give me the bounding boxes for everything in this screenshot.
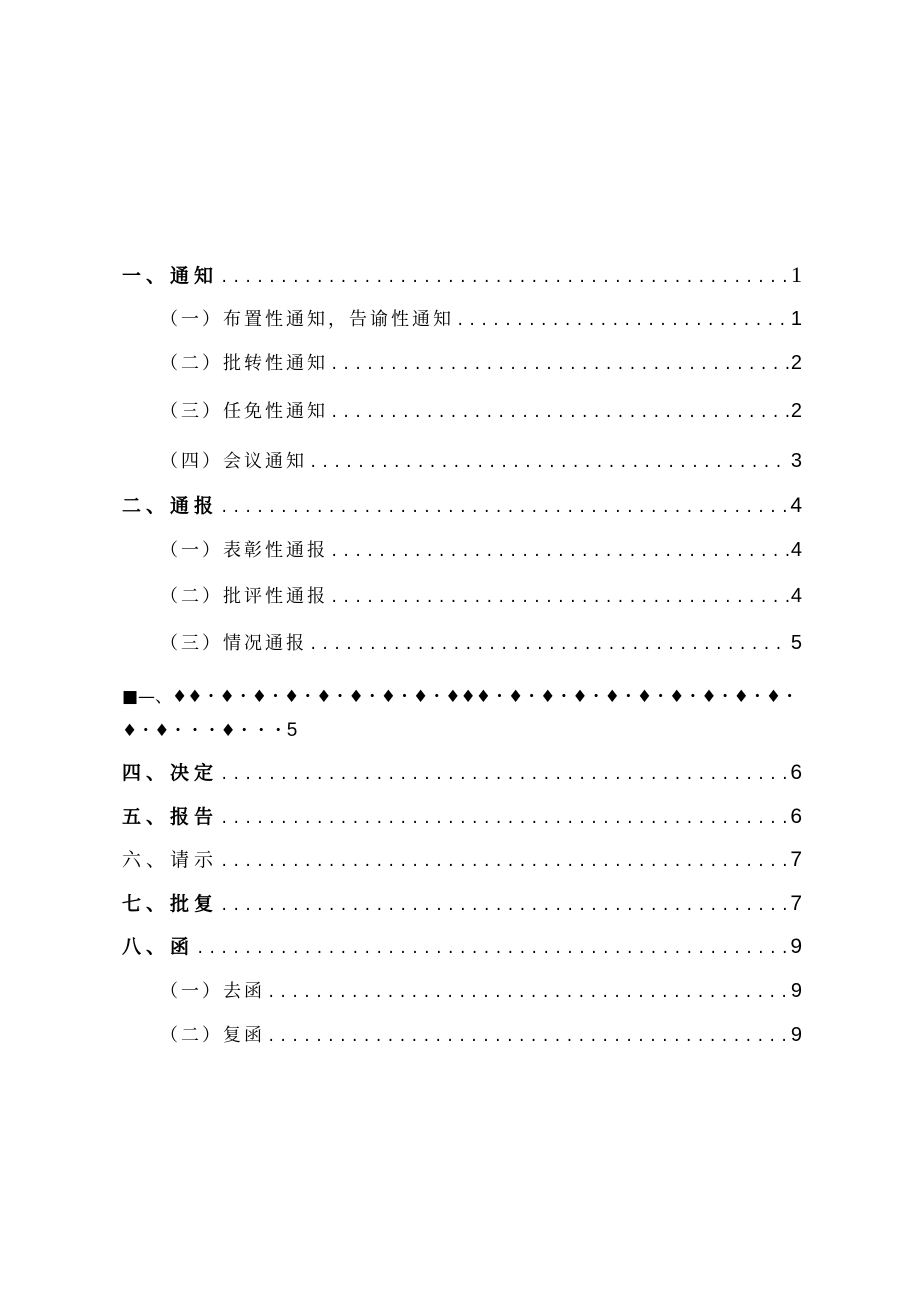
toc-entry-page: 1: [791, 262, 802, 287]
toc-entry-label: （二）批转性通知: [160, 353, 328, 374]
toc-entry-page: 7: [790, 892, 802, 915]
toc-entry-page: 9: [790, 1024, 802, 1046]
toc-entry-notice-meeting[interactable]: [160, 450, 802, 474]
dot-leader: [267, 1026, 789, 1048]
toc-entry-notice[interactable]: [122, 264, 802, 289]
dot-leader: [330, 541, 789, 563]
toc-entry-page: 6: [790, 761, 802, 784]
toc-entry-label: （一）表彰性通报: [160, 540, 328, 561]
dot-leader: [456, 310, 789, 332]
dot-leader: [220, 851, 788, 873]
toc-entry-page: 2: [790, 352, 802, 374]
dot-leader: [220, 497, 788, 519]
dot-leader: [220, 764, 788, 786]
toc-entry-bulletin-criticism[interactable]: [160, 585, 802, 609]
toc-entry-page: 7: [790, 848, 802, 871]
toc-entry-reply[interactable]: [122, 893, 802, 917]
toc-entry-page: 9: [790, 980, 802, 1002]
toc-entry-letter-reply[interactable]: [160, 1024, 802, 1048]
dot-leader: [196, 938, 788, 960]
dot-leader: [220, 895, 788, 917]
toc-entry-page: 3: [790, 450, 802, 472]
dot-leader: [330, 354, 789, 376]
toc-entry-label: （三）情况通报: [160, 633, 307, 654]
toc-entry-page: 1: [790, 308, 802, 330]
toc-entry-garbled[interactable]: [122, 680, 812, 748]
toc-entry-page: 6: [790, 805, 802, 828]
toc-entry-label: 四、决定: [122, 762, 219, 784]
table-of-contents: [122, 0, 802, 1301]
toc-entry-label: 八、函: [122, 936, 195, 958]
toc-entry-label: 六、请示: [122, 849, 219, 871]
toc-entry-label: （四）会议通知: [160, 451, 307, 472]
toc-entry-notice-forwarding[interactable]: [160, 352, 802, 376]
toc-entry-label: 五、报告: [122, 806, 219, 828]
toc-entry-letter-outgoing[interactable]: [160, 980, 802, 1004]
toc-entry-report[interactable]: [122, 806, 802, 830]
toc-entry-label: 二、通报: [122, 495, 219, 517]
toc-entry-page: 2: [790, 400, 802, 422]
toc-entry-label: （一）布置性通知，告谕性通知: [160, 309, 454, 330]
toc-entry-label: （三）任免性通知: [160, 401, 328, 422]
toc-entry-bulletin-commendation[interactable]: [160, 539, 802, 563]
toc-entry-page: 4: [790, 494, 802, 517]
toc-entry-page: 9: [790, 935, 802, 958]
toc-entry-page: 5: [286, 720, 298, 741]
dot-leader: [267, 982, 789, 1004]
toc-entry-label: （二）批评性通报: [160, 586, 328, 607]
toc-entry-garbled-text: ■—、♦♦・♦・♦・♦・♦・♦・♦・♦・♦♦♦・♦・♦・♦・♦・♦・♦・♦・♦・♦・♦・♦・・・♦・・・: [122, 687, 799, 741]
toc-entry-label: 七、批复: [122, 893, 219, 915]
toc-entry-notice-arrangement[interactable]: [160, 308, 802, 332]
dot-leader: [220, 808, 788, 830]
toc-entry-label: （二）复函: [160, 1025, 265, 1046]
toc-entry-notice-appointment[interactable]: [160, 400, 802, 424]
toc-entry-label: （一）去函: [160, 981, 265, 1002]
toc-entry-bulletin[interactable]: [122, 495, 802, 519]
toc-entry-page: 4: [790, 585, 802, 607]
dot-leader: [330, 587, 789, 609]
dot-leader: [309, 634, 789, 656]
toc-entry-page: 5: [790, 632, 802, 654]
toc-entry-bulletin-situation[interactable]: [160, 632, 802, 656]
toc-entry-letter[interactable]: [122, 936, 802, 960]
toc-entry-request[interactable]: [122, 849, 802, 873]
toc-entry-decision[interactable]: [122, 762, 802, 786]
dot-leader: [309, 452, 789, 474]
dot-leader: [220, 267, 789, 289]
dot-leader: [330, 402, 789, 424]
toc-entry-page: 4: [790, 539, 802, 561]
toc-entry-label: 一、通知: [122, 265, 219, 287]
